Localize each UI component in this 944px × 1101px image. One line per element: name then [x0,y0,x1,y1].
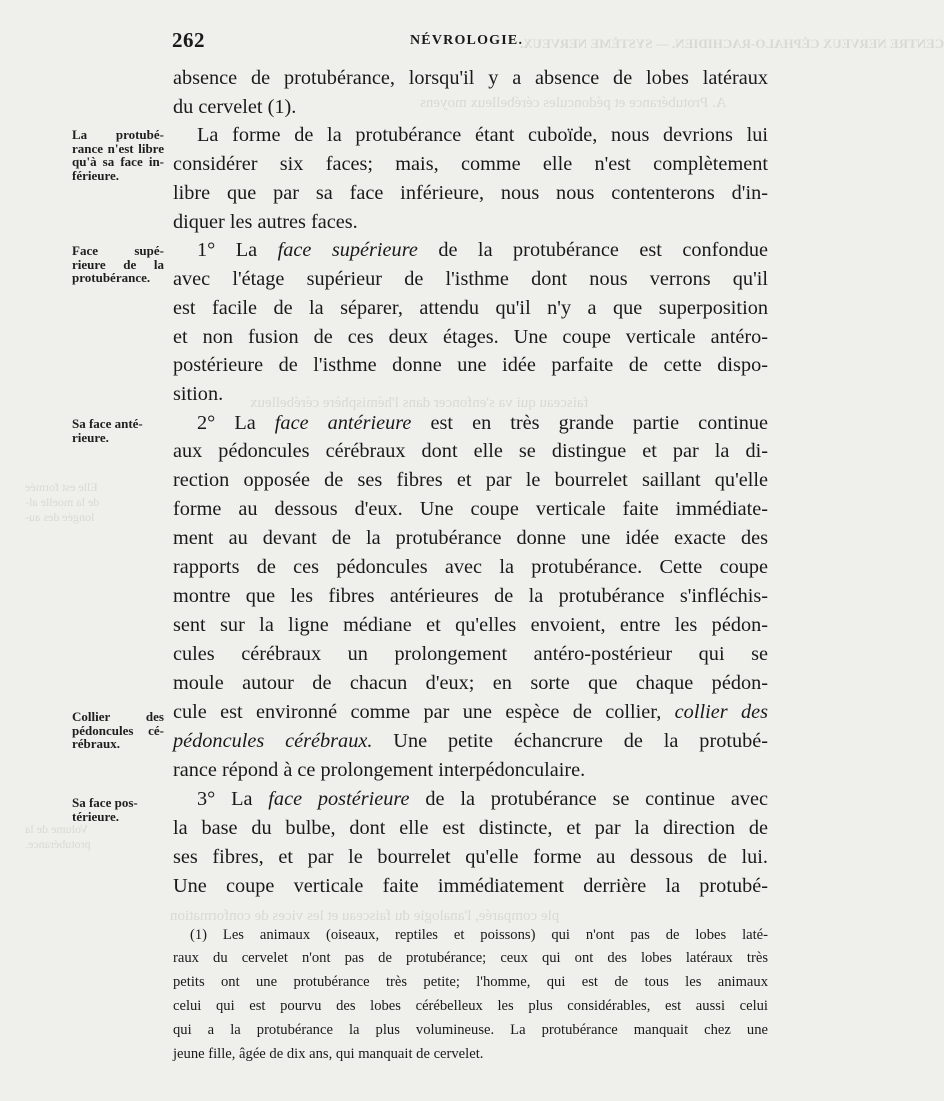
bleed-through-sidenote: Volume de la [25,822,89,836]
footnote-line: qui a la protubérance la plus volumineuse. La protubérance manquait chez une [173,1022,768,1038]
text-line: rance répond à ce prolongement interpédonculaire. [173,759,586,781]
text-line: aux pédoncules cérébraux dont elle se distingue et par la di- [173,440,768,462]
text-line: considérer six faces; mais, comme elle n'est complètement [173,153,768,175]
text-line: du cervelet (1). [173,96,297,118]
italic-term: face postérieure [268,788,410,810]
text-line: rapports de ces pédoncules avec la protubérance. Cette coupe [173,556,768,578]
text-line: diquer les autres faces. [173,211,358,233]
text-line: forme au dessous d'eux. Une coupe verticale faite immédiate- [173,498,768,520]
text-line: avec l'étage supérieur de l'isthme dont nous verrons qu'il [173,268,768,290]
text-line: postérieure de l'isthme donne une idée parfaite de cette dispo- [173,354,768,376]
italic-term: face supérieure [277,239,418,261]
text-line: sent sur la ligne médiane et qu'elles envoient, entre les pédon- [173,614,768,636]
text-line: cules cérébraux un prolongement antéro-postérieur qui se [173,643,768,665]
sidenote-face-superieure: Face supé- rieure de la protubérance. [72,243,164,285]
bleed-through-sidenote: Elle est formée [25,480,98,494]
text-line: La forme de la protubérance étant cuboïde, nous devrions lui [197,124,768,146]
footnote-line: celui qui est pourvu des lobes cérébelleux les plus considérables, est aussi celui [173,998,768,1014]
sidenote-face-anterieure: Sa face anté- rieure. [72,416,143,445]
italic-term: collier des [674,701,768,723]
sidenote-collier: Collier des pédoncules cé- rébraux. [72,709,164,751]
bleed-through-header: CENTRE NERVEUX CÉPHALO-RACHIDIEN. — SYSTÈME NERVEUX. [520,36,944,51]
footnote-line: jeune fille, âgée de dix ans, qui manquait de cervelet. [173,1046,484,1062]
italic-term: face antérieure [274,412,412,434]
bleed-through-sidenote: de la moelle al- [25,495,100,509]
bleed-through-text: ple comparée, l'analogie du faisceau et les vices de conformation [170,908,560,924]
bleed-through-sidenote: longée des au- [25,510,95,524]
footnote-line: (1) Les animaux (oiseaux, reptiles et poissons) qui n'ont pas de lobes laté- [190,927,768,943]
bleed-through-text: A. Protubérance et pédoncules cérébelleux moyens [420,95,727,111]
text-line: montre que les fibres antérieures de la protubérance s'infléchis- [173,585,768,607]
footnote-line: petits ont une protubérance très petite; l'homme, qui est de tous les animaux [173,974,768,990]
footnote-line: raux du cervelet n'ont pas de protubérance; ceux qui ont des lobes latéraux très [173,950,768,966]
text-line: libre que par sa face inférieure, nous nous contenterons d'in- [173,182,768,204]
text-line: cule est environné comme par une espèce de collier, collier des [173,701,768,723]
text-line: est facile de la séparer, attendu qu'il n'y a que superposition [173,297,768,319]
text-line: ment au devant de la protubérance donne une idée exacte des [173,527,768,549]
text-line: ses fibres, et par le bourrelet qu'elle forme au dessous de lui. [173,846,768,868]
italic-term: pédoncules cérébraux. [173,730,373,752]
text-line: sition. [173,383,224,405]
text-line: la base du bulbe, dont elle est distincte, et par la direction de [173,817,768,839]
text-line: rection opposée de ses fibres et par le bourrelet saillant qu'elle [173,469,768,491]
page-number: 262 [172,28,205,52]
text-line: 2° La face antérieure est en très grande partie continue [197,412,768,434]
bleed-through-sidenote: protubérance. [25,837,91,851]
text-line: moule autour de chacun d'eux; en sorte que chaque pédon- [173,672,768,694]
text-line: 3° La face postérieure de la protubérance se continue avec [197,788,768,810]
running-title: NÉVROLOGIE. [410,33,524,48]
bleed-through-text: faisceau qui va s'enfoncer dans l'hémisphère cérébelleux [250,395,589,411]
sidenote-protuberance-libre: La protubé- rance n'est libre qu'à sa face in- férieure. [72,127,164,183]
text-line: pédoncules cérébraux. Une petite échancrure de la protubé- [173,730,769,752]
text-line: absence de protubérance, lorsqu'il y a absence de lobes latéraux [173,67,768,89]
sidenote-face-posterieure: Sa face pos- térieure. [72,795,138,824]
text-line: et non fusion de ces deux étages. Une coupe verticale antéro- [173,326,768,348]
text-line: Une coupe verticale faite immédiatement derrière la protubé- [173,875,768,897]
text-line: 1° La face supérieure de la protubérance est confondue [197,239,768,261]
running-header [172,28,772,58]
